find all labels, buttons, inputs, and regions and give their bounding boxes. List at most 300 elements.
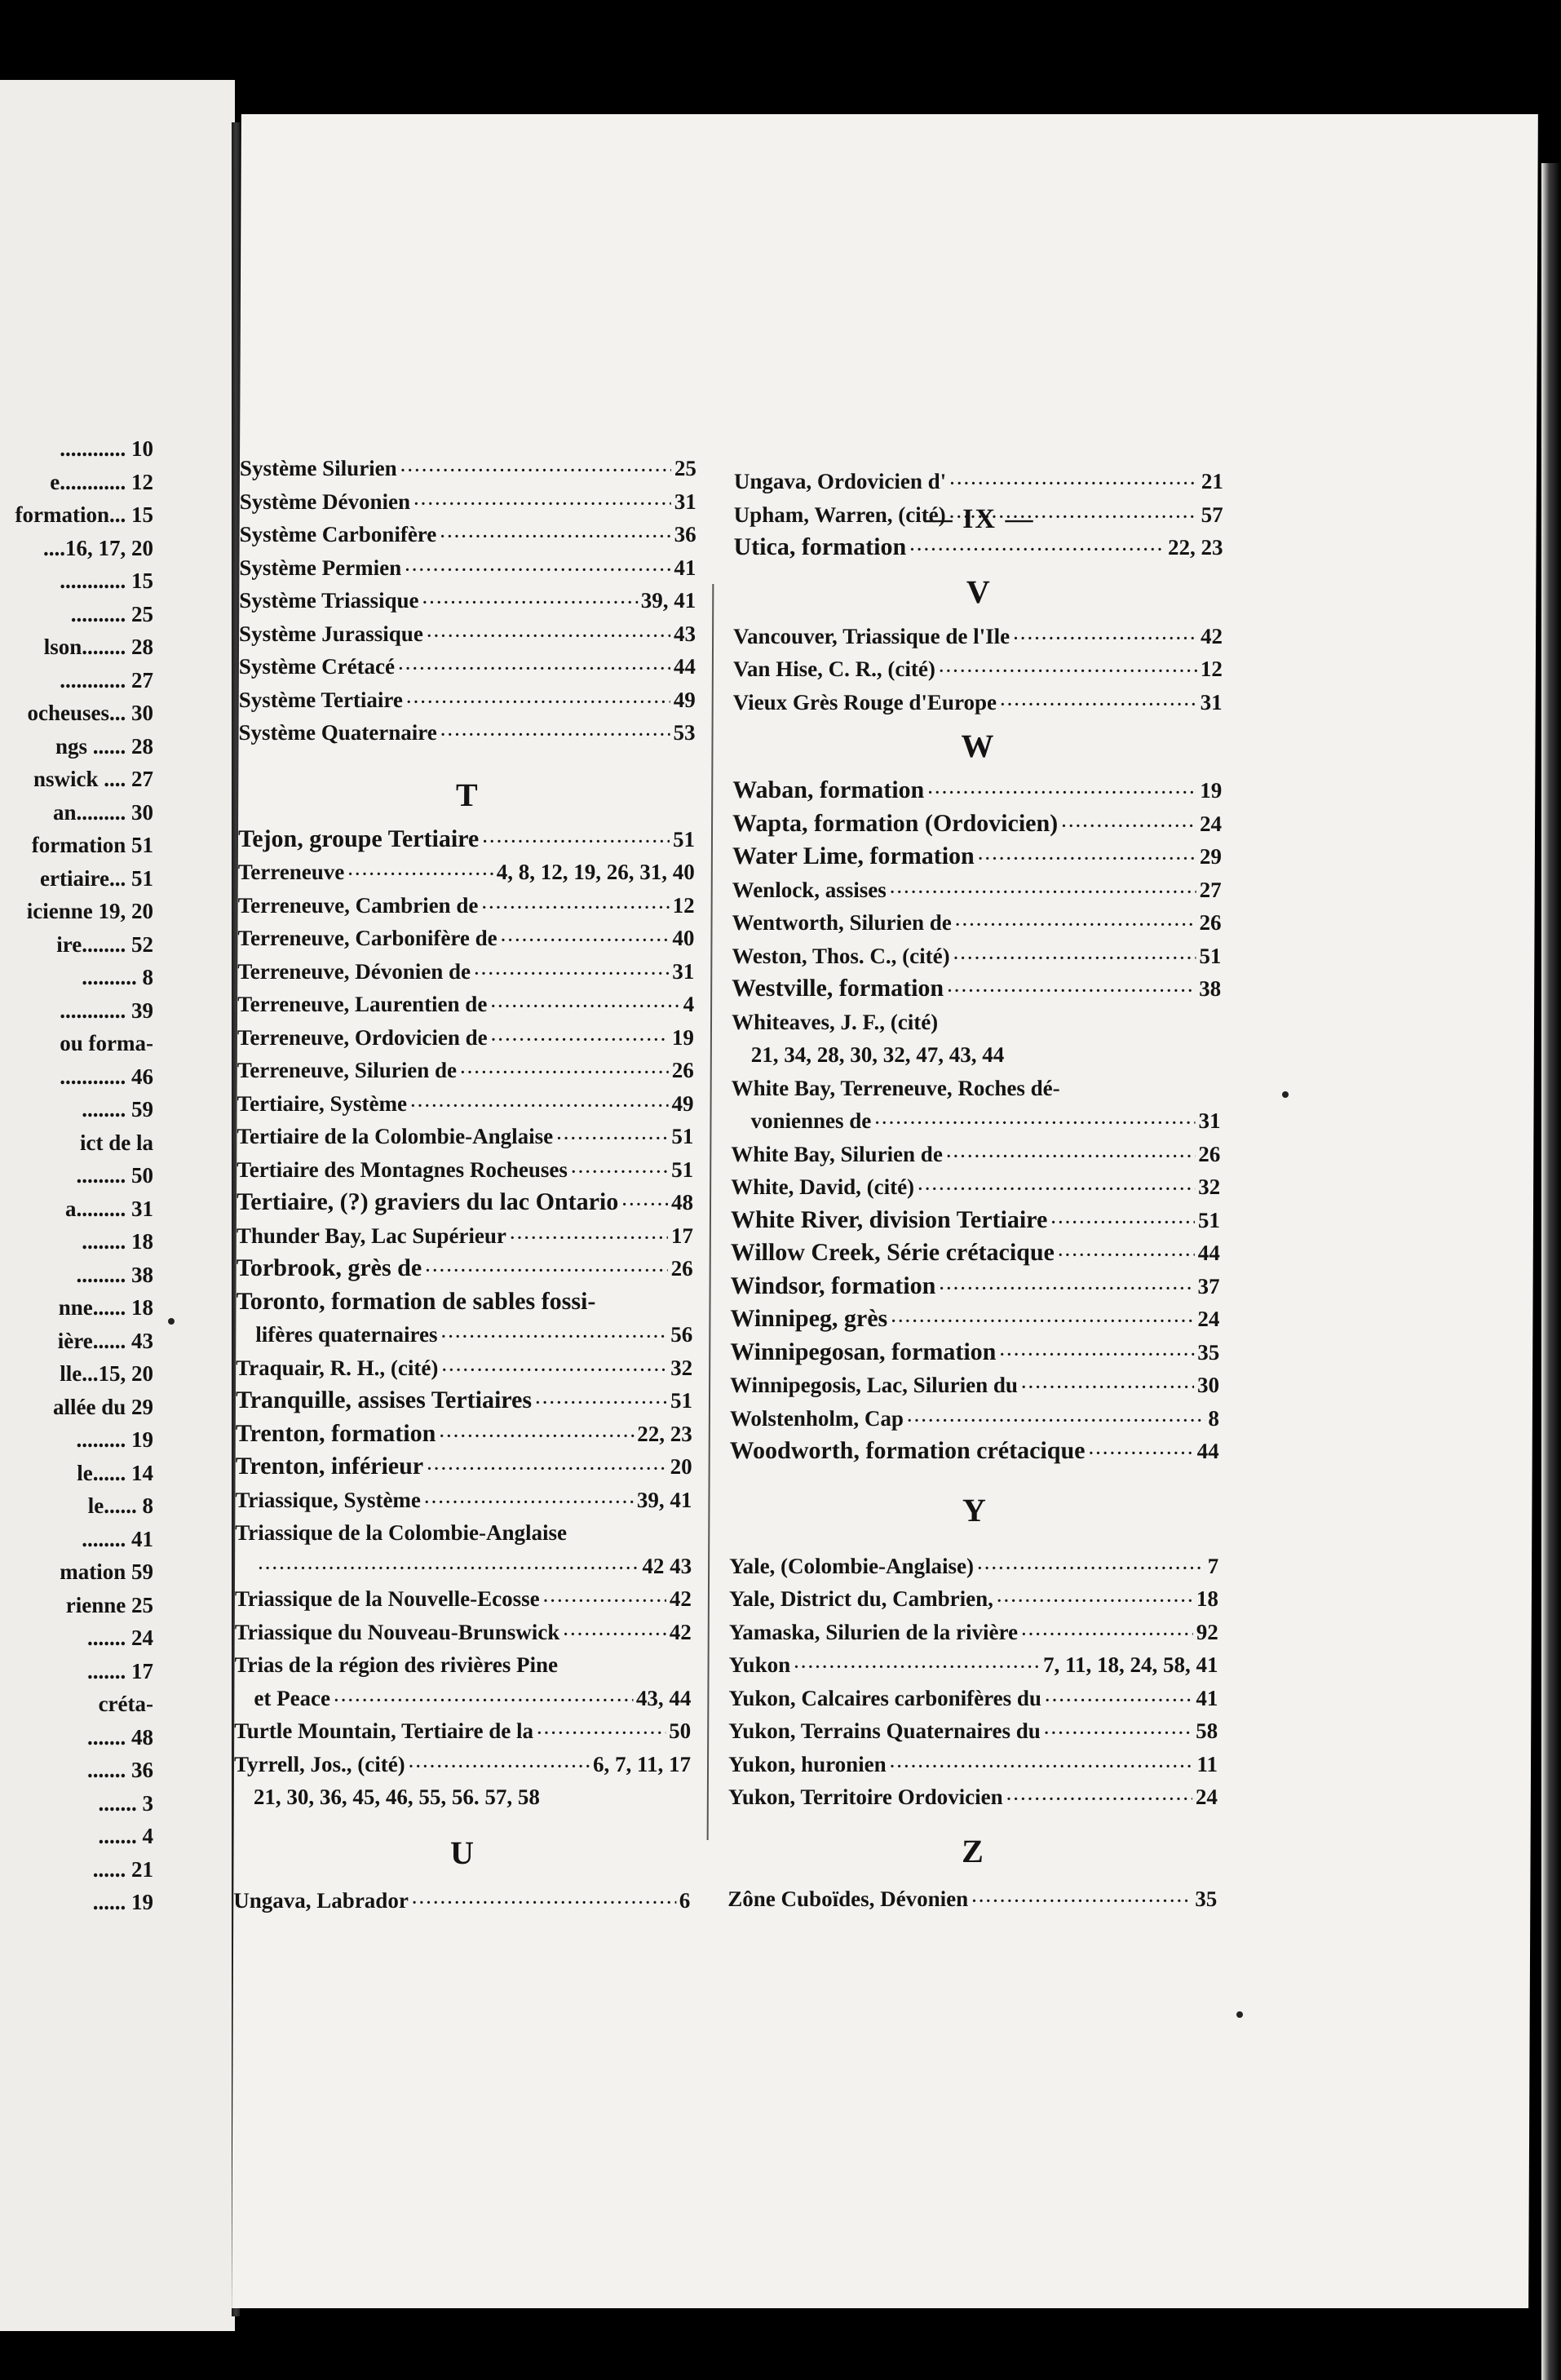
index-entry	[234, 1682, 691, 1715]
previous-page-line: nswick .... 27	[33, 767, 153, 791]
entry-pages: 30	[1197, 1373, 1220, 1397]
leader-dots	[491, 1024, 669, 1055]
previous-page-line: ...... 19	[92, 1890, 153, 1914]
index-entry	[237, 1252, 693, 1285]
entry-pages: 24	[1197, 1307, 1220, 1331]
previous-page-line: ......... 50	[76, 1163, 153, 1188]
index-entry	[728, 1682, 1218, 1715]
entry-pages: 27	[1199, 877, 1222, 902]
leader-dots	[439, 1420, 634, 1451]
u-entries-right	[733, 465, 1223, 564]
entry-pages: 31	[674, 489, 696, 514]
leader-dots	[874, 1107, 1195, 1138]
index-entry	[240, 452, 696, 485]
previous-page-line: mation 59	[60, 1559, 153, 1584]
index-entry	[239, 617, 696, 651]
entry-term: Thunder Bay, Lac Supérieur	[236, 1223, 507, 1248]
z-entries	[727, 1882, 1217, 1916]
left-column	[233, 452, 696, 1917]
entry-term: Vancouver, Triassique de l'Ile	[733, 623, 1010, 648]
index-entry	[239, 584, 696, 617]
leader-dots	[927, 776, 1196, 807]
leader-dots	[999, 1338, 1194, 1369]
index-entry	[237, 922, 694, 955]
index-entry	[236, 1285, 692, 1319]
index-entry	[732, 1006, 1221, 1039]
entry-term: 21, 34, 28, 30, 32, 47, 43, 44	[750, 1042, 1005, 1067]
leader-dots	[890, 1750, 1194, 1781]
entry-pages: 32	[1198, 1175, 1221, 1199]
entry-pages: 51	[670, 1388, 693, 1413]
entry-term: Yale, District du, Cambrien,	[728, 1586, 993, 1611]
index-entry	[239, 683, 696, 717]
index-entry	[240, 485, 696, 519]
entry-term: Système Triassique	[239, 588, 419, 613]
entry-pages: 35	[1195, 1886, 1218, 1911]
entry-term: Trias de la région des rivières Pine	[234, 1652, 559, 1677]
leader-dots	[424, 1486, 634, 1517]
leader-dots	[543, 1585, 666, 1616]
index-entry	[730, 1369, 1219, 1402]
entry-term: Tyrrell, Jos., (cité)	[233, 1751, 405, 1776]
entry-pages: 17	[670, 1223, 693, 1248]
previous-page-line: formation... 15	[15, 502, 153, 527]
entry-pages: 51	[672, 826, 696, 852]
leader-dots	[563, 1618, 666, 1649]
entry-term: Triassique du Nouveau-Brunswick	[234, 1619, 560, 1644]
letter-heading-t: T	[455, 776, 478, 813]
previous-page-line: ict de la	[80, 1130, 153, 1155]
index-entry	[732, 940, 1221, 973]
previous-page-line: ........ 41	[82, 1526, 153, 1551]
entry-pages: 48	[670, 1190, 694, 1214]
index-entry	[237, 1087, 693, 1121]
entry-term: Winnipegosis, Lac, Silurien du	[730, 1373, 1018, 1397]
previous-page-line: ertiaire... 51	[40, 865, 153, 891]
index-entry	[239, 551, 696, 585]
index-entry	[731, 1270, 1220, 1303]
entry-term: Zône Cuboïdes, Dévonien	[727, 1886, 969, 1911]
entry-term: Van Hise, C. R., (cité)	[732, 657, 935, 681]
previous-page-line: le...... 14	[77, 1460, 153, 1485]
index-entry	[236, 1450, 692, 1484]
entry-term: Westville, formation	[732, 975, 944, 1002]
entry-pages: 37	[1197, 1273, 1220, 1298]
entry-term: Tertiaire, (?) graviers du lac Ontario	[236, 1188, 619, 1215]
entry-term: Windsor, formation	[730, 1272, 936, 1299]
leader-dots	[1058, 1239, 1195, 1270]
previous-page-line: le...... 8	[87, 1493, 153, 1518]
leader-dots	[978, 843, 1196, 874]
entry-term: White, David, (cité)	[731, 1175, 915, 1199]
index-entry	[729, 1550, 1218, 1583]
previous-page-line: ....... 48	[87, 1724, 153, 1750]
leader-dots	[571, 1156, 668, 1187]
entry-term: Système Carbonifère	[239, 522, 437, 546]
leader-dots	[427, 1453, 667, 1484]
entry-pages: 25	[674, 456, 697, 480]
previous-page-line: nne...... 18	[58, 1295, 153, 1320]
entry-term: Yukon, Territoire Ordovicien	[727, 1785, 1003, 1809]
index-entry	[235, 1550, 692, 1583]
entry-pages: 51	[671, 1157, 694, 1182]
entry-pages: 51	[671, 1124, 694, 1148]
index-entry	[733, 531, 1223, 564]
previous-page-line: lson........ 28	[43, 635, 153, 659]
entry-term: Weston, Thos. C., (cité)	[732, 943, 950, 968]
previous-page-line: ....... 4	[98, 1824, 153, 1848]
leader-dots	[537, 1717, 666, 1748]
leader-dots	[490, 990, 679, 1021]
leader-dots	[947, 975, 1196, 1006]
leader-dots	[410, 1090, 669, 1121]
dust-speck	[1236, 2011, 1243, 2018]
entry-pages: 39, 41	[636, 1487, 692, 1512]
index-entry	[727, 1882, 1217, 1916]
entry-term: Wenlock, assises	[732, 877, 887, 902]
previous-page-line: rienne 25	[65, 1592, 153, 1617]
leader-dots	[425, 1254, 668, 1285]
entry-pages: 12	[1200, 657, 1223, 681]
previous-page-line: lle...15, 20	[60, 1361, 153, 1386]
entry-term: Yukon, huronien	[727, 1751, 887, 1776]
index-entry	[237, 1219, 693, 1253]
entry-term: Turtle Mountain, Tertiaire de la	[234, 1719, 534, 1743]
entry-pages: 58	[1196, 1719, 1218, 1743]
index-entry	[731, 1170, 1220, 1204]
previous-page-line: ......... 38	[76, 1262, 153, 1287]
entry-pages: 44	[1196, 1439, 1219, 1463]
previous-page-line: ou forma-	[60, 1031, 153, 1055]
entry-term: Ungava, Ordovicien d'	[733, 469, 947, 493]
leader-dots	[474, 958, 669, 989]
previous-page-line: ....16, 17, 20	[43, 535, 153, 560]
index-entry	[734, 498, 1223, 532]
leader-dots	[405, 554, 670, 585]
entry-term: Terreneuve, Ordovicien de	[237, 1024, 488, 1050]
entry-term: Système Quaternaire	[238, 720, 437, 745]
entry-pages: 49	[671, 1090, 694, 1116]
entry-term: Tejon, groupe Tertiaire	[237, 825, 480, 852]
entry-term: Toronto, formation de sables fossi-	[236, 1287, 596, 1315]
entry-pages: 6	[679, 1887, 691, 1913]
entry-pages: 18	[1196, 1586, 1218, 1611]
index-entry	[236, 1384, 692, 1418]
entry-term: White Bay, Silurien de	[731, 1141, 943, 1166]
index-entry	[238, 856, 695, 889]
entry-pages: 40	[672, 926, 695, 950]
leader-dots	[909, 533, 1165, 564]
entry-term: Yukon, Terrains Quaternaires du	[728, 1719, 1041, 1743]
entry-term: Terreneuve, Laurentien de	[237, 992, 488, 1016]
entry-term: Tertiaire des Montagnes Rocheuses	[237, 1157, 568, 1182]
leader-dots	[1021, 1618, 1193, 1649]
entry-pages: 41	[674, 555, 696, 580]
dust-speck	[168, 1318, 175, 1325]
index-page	[232, 114, 1538, 2308]
leader-dots	[955, 909, 1196, 940]
entry-pages: 31	[1200, 689, 1223, 714]
previous-page-line: ière...... 43	[57, 1328, 153, 1353]
index-entry	[733, 620, 1223, 653]
dust-speck	[1282, 1091, 1289, 1098]
leader-dots	[347, 858, 493, 889]
right-column	[727, 465, 1223, 1915]
entry-term: Willow Creek, Série crétacique	[730, 1239, 1055, 1266]
leader-dots	[1045, 1684, 1193, 1715]
index-entry	[237, 988, 694, 1021]
entry-pages: 12	[672, 892, 695, 918]
previous-page-line: ........ 18	[82, 1229, 153, 1254]
entry-pages: 11	[1196, 1751, 1218, 1776]
entry-pages: 6, 7, 11, 17	[592, 1751, 692, 1776]
entry-pages: 4, 8, 12, 19, 26, 31, 40	[496, 860, 695, 884]
letter-heading-v: V	[966, 573, 990, 610]
index-entry	[732, 774, 1222, 807]
index-entry	[237, 1021, 694, 1055]
leader-dots	[1006, 1783, 1192, 1814]
entry-term: Torbrook, grès de	[236, 1254, 422, 1281]
index-entry	[728, 1648, 1218, 1682]
entry-term: 21, 30, 36, 45, 46, 55, 56. 57, 58	[253, 1785, 540, 1809]
leader-dots	[977, 1552, 1205, 1583]
leader-dots	[939, 1272, 1194, 1303]
entry-pages: 26	[1198, 1141, 1221, 1166]
index-entry	[236, 1351, 692, 1385]
leader-dots	[1021, 1371, 1194, 1402]
entry-pages: 49	[673, 687, 696, 712]
entry-pages: 20	[670, 1454, 692, 1479]
index-entry	[729, 1616, 1218, 1649]
index-entry	[730, 1402, 1219, 1436]
entry-term: Woodworth, formation crétacique	[729, 1437, 1086, 1464]
entry-term: White River, division Tertiaire	[730, 1205, 1048, 1233]
entry-pages: 53	[673, 720, 696, 745]
previous-page-line: ....... 17	[87, 1658, 153, 1683]
entry-pages: 21	[1201, 469, 1223, 493]
entry-pages: 35	[1197, 1339, 1220, 1365]
leader-dots	[482, 825, 670, 856]
index-entry	[238, 889, 695, 922]
leader-dots	[891, 1305, 1194, 1336]
entry-term: Utica, formation	[733, 533, 907, 560]
entry-term: Système Dévonien	[239, 489, 411, 514]
previous-page-fragment	[0, 80, 235, 2331]
entry-term: Vieux Grès Rouge d'Europe	[732, 689, 997, 714]
previous-page-line: .......... 8	[82, 965, 153, 989]
index-entry	[730, 1435, 1219, 1468]
entry-term: Système Silurien	[239, 456, 397, 480]
v-entries	[733, 620, 1223, 719]
entry-pages: 51	[1199, 943, 1222, 968]
entry-term: Système Jurassique	[239, 621, 423, 646]
previous-page-line: ............ 10	[60, 436, 153, 461]
entry-term: Whiteaves, J. F., (cité)	[731, 1009, 939, 1034]
index-entry	[236, 1418, 692, 1451]
previous-page-line: ocheuses... 30	[27, 701, 153, 725]
entry-pages: 26	[1199, 910, 1222, 935]
index-entry	[733, 653, 1223, 686]
entry-term: Yukon	[728, 1652, 791, 1677]
index-entry	[237, 1153, 693, 1187]
leader-dots	[1050, 1206, 1195, 1237]
leader-dots	[949, 467, 1198, 498]
leader-dots	[953, 942, 1196, 973]
leader-dots	[1088, 1437, 1193, 1468]
entry-term: Système Crétacé	[238, 654, 396, 679]
entry-term: Water Lime, formation	[732, 843, 975, 869]
entry-pages: 26	[670, 1256, 693, 1281]
entry-pages: 51	[1197, 1207, 1221, 1232]
leader-dots	[946, 1140, 1196, 1171]
index-entry	[235, 1516, 692, 1550]
entry-term: voniennes de	[750, 1108, 872, 1133]
entry-pages: 22, 23	[637, 1421, 692, 1446]
leader-dots	[406, 686, 670, 717]
entry-pages: 7	[1207, 1553, 1219, 1578]
entry-term: Système Permien	[239, 555, 402, 580]
leader-dots	[907, 1405, 1205, 1436]
entry-pages: 57	[1201, 502, 1223, 527]
entry-pages: 19	[671, 1024, 694, 1050]
letter-heading-y: Y	[962, 1491, 986, 1528]
index-entry	[238, 716, 695, 750]
entry-term: Terreneuve	[237, 860, 345, 884]
entry-pages: 92	[1196, 1619, 1218, 1644]
entry-term: Terreneuve, Cambrien de	[237, 892, 479, 918]
systeme-entries	[238, 452, 696, 750]
entry-pages: 24	[1200, 811, 1223, 836]
leader-dots	[440, 719, 670, 750]
leader-dots	[510, 1222, 668, 1253]
w-entries	[730, 774, 1223, 1468]
leader-dots	[621, 1188, 668, 1219]
previous-page-line: e............ 12	[50, 469, 153, 494]
entry-term: Triassique de la Nouvelle-Ecosse	[234, 1586, 540, 1611]
entry-term: Ungava, Labrador	[233, 1887, 409, 1913]
index-entry	[731, 1104, 1220, 1138]
previous-page-line: ire........ 52	[56, 931, 153, 957]
index-entry	[732, 807, 1222, 841]
index-entry	[728, 1748, 1218, 1781]
index-entry	[732, 906, 1221, 940]
index-entry	[730, 1303, 1219, 1336]
previous-page-line: ............ 27	[60, 667, 153, 692]
previous-page-line: .......... 25	[70, 601, 153, 626]
entry-pages: 38	[1199, 976, 1222, 1001]
entry-pages: 8	[1208, 1405, 1219, 1431]
entry-pages: 42	[669, 1586, 692, 1611]
leader-dots	[949, 501, 1198, 532]
page-number: — IX —	[924, 504, 1035, 534]
u-entries-left	[233, 1884, 690, 1918]
previous-page-line: ............ 46	[60, 1064, 153, 1089]
index-entry	[728, 1714, 1218, 1748]
t-entries	[234, 823, 695, 1814]
index-entry	[732, 1072, 1221, 1105]
entry-pages: 56	[670, 1322, 693, 1347]
y-entries	[728, 1550, 1218, 1814]
leader-dots	[939, 655, 1197, 686]
leader-dots	[1013, 622, 1197, 653]
previous-page-line: ....... 36	[87, 1758, 153, 1782]
entry-term: Winnipeg, grès	[730, 1305, 888, 1332]
leader-dots	[794, 1651, 1040, 1682]
previous-page-line: ............ 39	[60, 998, 153, 1023]
entry-pages: 43	[674, 621, 696, 646]
entry-term: Tranquille, assises Tertiaires	[235, 1387, 533, 1413]
entry-pages: 36	[674, 522, 696, 546]
index-entry	[235, 1616, 692, 1649]
entry-pages: 42	[1201, 623, 1223, 648]
entry-term: Trenton, formation	[235, 1419, 436, 1447]
index-entry	[234, 1714, 691, 1748]
previous-page-line: a......... 31	[65, 1196, 153, 1221]
leader-dots	[1061, 810, 1196, 841]
entry-term: Wentworth, Silurien de	[732, 910, 952, 935]
index-entry	[235, 1582, 692, 1616]
leader-dots	[427, 620, 670, 651]
leader-dots	[1000, 688, 1197, 719]
leader-dots	[556, 1122, 668, 1153]
entry-term: Terreneuve, Dévonien de	[237, 958, 471, 984]
previous-page-line: ...... 21	[92, 1856, 153, 1882]
entry-pages: 31	[1198, 1108, 1221, 1133]
entry-term: et Peace	[254, 1685, 331, 1710]
index-entry	[731, 1236, 1220, 1270]
entry-term: White Bay, Terreneuve, Roches dé-	[731, 1075, 1060, 1100]
previous-page-line: ....... 3	[98, 1790, 153, 1816]
index-entry	[731, 1138, 1220, 1171]
entry-term: Tertiaire de la Colombie-Anglaise	[237, 1124, 554, 1148]
leader-dots	[971, 1885, 1192, 1916]
leader-dots	[440, 520, 670, 551]
leader-dots	[441, 1354, 667, 1385]
leader-dots	[258, 1552, 639, 1583]
entry-pages: 39, 41	[640, 588, 696, 613]
entry-term: Triassique, Système	[235, 1487, 422, 1512]
leader-dots	[413, 488, 671, 519]
index-entry	[234, 1781, 691, 1814]
leader-dots	[400, 454, 671, 485]
entry-pages: 44	[1197, 1241, 1220, 1265]
entry-pages: 19	[1200, 778, 1223, 803]
leader-dots	[890, 876, 1196, 907]
letter-heading-u: U	[450, 1834, 475, 1871]
leader-dots	[1044, 1717, 1193, 1748]
entry-pages: 29	[1199, 844, 1222, 869]
index-entry	[732, 1038, 1221, 1072]
letter-heading-z: Z	[962, 1832, 984, 1869]
entry-pages: 4	[683, 992, 695, 1016]
index-entry	[733, 686, 1223, 719]
index-entry	[237, 955, 694, 989]
index-entry	[234, 1748, 691, 1781]
letter-heading-w: W	[961, 728, 994, 764]
previous-page-line: icienne 19, 20	[26, 899, 153, 923]
index-entry	[234, 1648, 691, 1682]
index-entry	[238, 823, 695, 856]
entry-term: Yale, (Colombie-Anglaise)	[729, 1553, 975, 1578]
entry-pages: 32	[670, 1355, 693, 1380]
entry-term: Upham, Warren, (cité)	[733, 502, 946, 527]
entry-pages: 43, 44	[635, 1685, 692, 1710]
previous-page-line: ngs ...... 28	[55, 733, 153, 759]
entry-pages: 42 43	[642, 1553, 692, 1578]
entry-term: Yukon, Calcaires carbonifères du	[728, 1685, 1042, 1710]
entry-term: Traquair, R. H., (cité)	[236, 1355, 439, 1380]
index-entry	[732, 874, 1222, 907]
